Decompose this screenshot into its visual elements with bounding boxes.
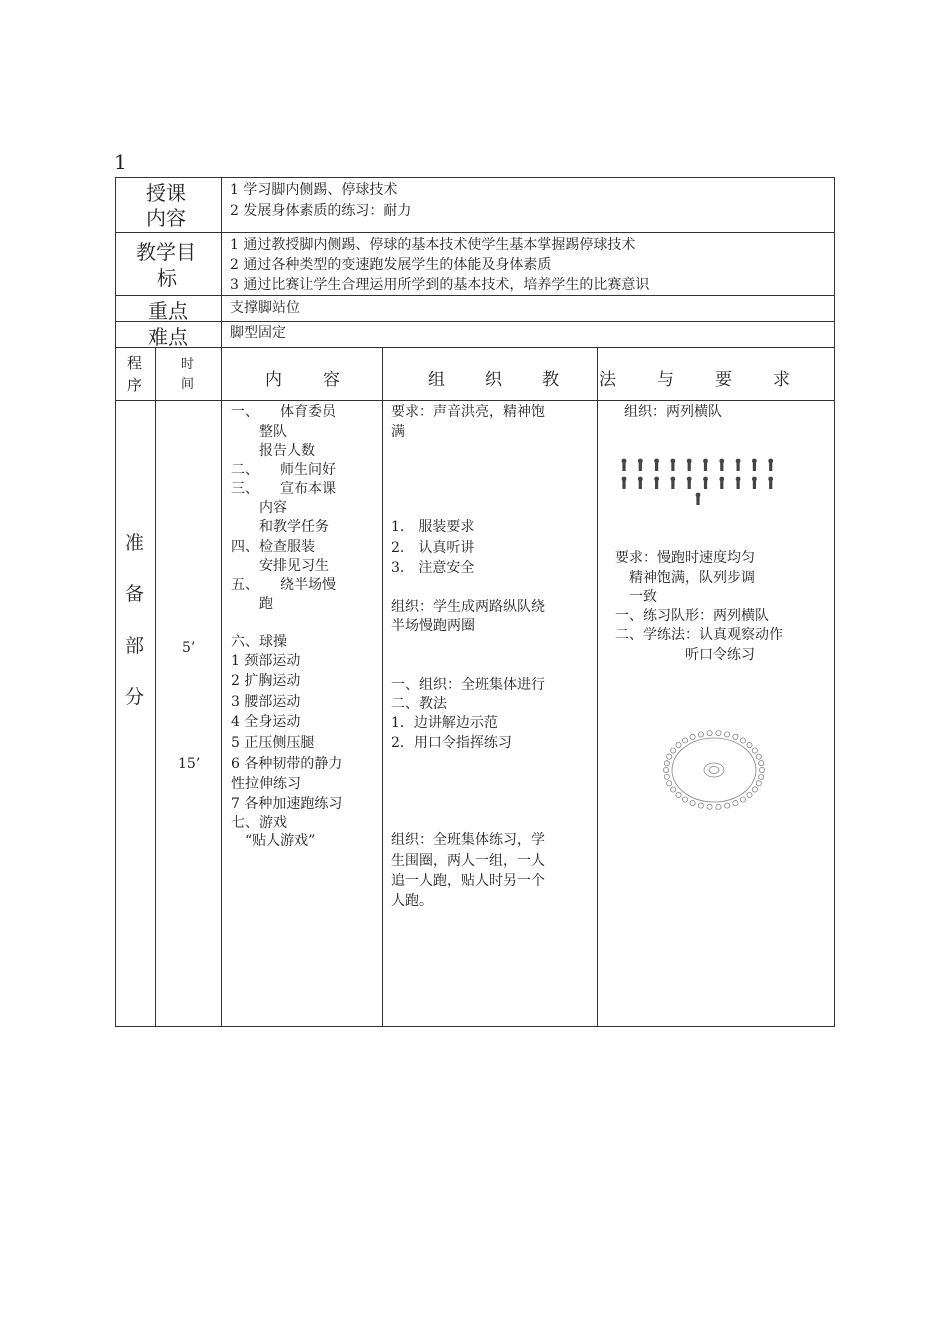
table-border-right xyxy=(834,177,835,1027)
method-line: 人跑。 xyxy=(391,893,433,909)
student-mark xyxy=(690,734,695,739)
content-line: 和教学任务 xyxy=(231,519,329,535)
header-method-char: 教 xyxy=(542,370,559,390)
key-point-label: 重点 xyxy=(148,299,188,323)
student-mark xyxy=(747,742,752,747)
row-divider xyxy=(115,400,835,401)
objectives-label-1: 教学目 xyxy=(136,240,196,264)
method-line: 要求：声音洪亮，精神饱 xyxy=(391,404,545,420)
student-mark xyxy=(698,732,703,737)
person-head xyxy=(752,477,757,482)
student-mark xyxy=(759,761,764,766)
student-mark xyxy=(752,748,757,753)
row-divider xyxy=(115,347,835,348)
student-mark xyxy=(740,797,745,802)
student-mark xyxy=(733,734,738,739)
course-content-label-1: 授课 xyxy=(146,181,186,205)
person-body xyxy=(671,463,674,471)
course-content-line: 1 学习脚内侧踢、停球技术 xyxy=(230,182,398,198)
column-divider xyxy=(155,347,156,1027)
org-line: 二、学练法：认真观察动作 xyxy=(615,627,783,643)
person-head xyxy=(768,477,773,482)
content-line: 3 腰部运动 xyxy=(231,694,301,710)
person-head xyxy=(671,459,676,464)
circle-formation-icon xyxy=(660,727,770,811)
student-mark xyxy=(756,781,761,786)
objectives-label-2: 标 xyxy=(157,266,177,290)
student-mark xyxy=(667,754,672,759)
content-line: 内容 xyxy=(231,500,287,516)
student-mark xyxy=(716,804,721,809)
student-mark xyxy=(759,767,764,772)
method-line: 1. 服装要求 xyxy=(391,519,475,535)
row-divider xyxy=(115,295,835,296)
student-mark xyxy=(671,748,676,753)
time-value: 15’ xyxy=(178,756,201,772)
objectives-line: 2 通过各种类型的变速跑发展学生的体能及身体素质 xyxy=(230,257,552,273)
method-line: 2．用口令指挥练习 xyxy=(391,735,512,751)
section-name-char: 备 xyxy=(125,583,145,605)
person-head xyxy=(752,459,757,464)
person-body xyxy=(671,481,674,489)
content-line: 七、游戏 xyxy=(231,815,287,831)
content-line: 二、 师生问好 xyxy=(231,462,336,478)
person-head xyxy=(736,477,741,482)
content-line: 6 各种韧带的静力 xyxy=(231,756,343,772)
person-body xyxy=(655,463,658,471)
header-content-char: 容 xyxy=(323,370,340,390)
person-body xyxy=(655,481,658,489)
content-line: 五、 绕半场慢 xyxy=(231,577,336,593)
student-mark xyxy=(707,731,712,736)
header-method-char: 法 xyxy=(599,370,616,390)
person-head xyxy=(654,459,659,464)
difficulty-value: 脚型固定 xyxy=(230,325,286,341)
header-time-2: 间 xyxy=(181,377,195,392)
row-divider xyxy=(115,232,835,233)
header-content-char: 内 xyxy=(265,370,282,390)
org-line: 一、练习队形：两列横队 xyxy=(615,608,769,624)
table-border-bottom xyxy=(115,1026,835,1027)
person-body xyxy=(622,463,625,471)
method-line: 组织：全班集体练习，学 xyxy=(391,832,545,848)
student-mark xyxy=(676,792,681,797)
person-body xyxy=(622,481,625,489)
header-procedure-2: 序 xyxy=(127,376,143,394)
content-line: 4 全身运动 xyxy=(231,714,301,730)
person-body xyxy=(769,463,772,471)
content-line: 安排见习生 xyxy=(231,558,329,574)
org-line: 组织：两列横队 xyxy=(624,404,722,420)
student-mark xyxy=(756,754,761,759)
person-head xyxy=(703,459,708,464)
header-method-char: 与 xyxy=(657,370,674,390)
course-content-line: 2 发展身体素质的练习：耐力 xyxy=(230,203,412,219)
section-name-char: 准 xyxy=(125,532,145,554)
objectives-line: 3 通过比赛让学生合理运用所学到的基本技术，培养学生的比赛意识 xyxy=(230,277,650,293)
student-mark xyxy=(725,803,730,808)
person-head xyxy=(622,459,627,464)
method-line: 一、组织：全班集体进行 xyxy=(391,677,545,693)
objectives-line: 1 通过教授脚内侧踢、停球的基本技术使学生基本掌握踢停球技术 xyxy=(230,237,636,253)
column-divider xyxy=(382,347,383,1027)
content-line: 1 颈部运动 xyxy=(231,653,301,669)
person-body xyxy=(753,463,756,471)
section-name-char: 部 xyxy=(125,635,145,657)
person-body xyxy=(769,481,772,489)
student-mark xyxy=(698,803,703,808)
person-body xyxy=(737,463,740,471)
student-mark xyxy=(707,804,712,809)
person-head xyxy=(703,477,708,482)
person-body xyxy=(639,481,642,489)
person-head xyxy=(687,459,692,464)
org-line: 一致 xyxy=(615,589,657,605)
person-head xyxy=(768,459,773,464)
content-line: 5 正压侧压腿 xyxy=(231,735,315,751)
student-mark xyxy=(663,767,668,772)
student-mark xyxy=(725,732,730,737)
person-body xyxy=(704,463,707,471)
org-line: 听口令练习 xyxy=(615,647,755,663)
student-mark xyxy=(716,731,721,736)
header-method-char: 要 xyxy=(715,370,732,390)
time-value: 5’ xyxy=(182,640,196,656)
person-body xyxy=(639,463,642,471)
table-border-top xyxy=(115,177,835,178)
header-method-char: 织 xyxy=(485,370,502,390)
method-line: 追一人跑，贴人时另一个 xyxy=(391,873,545,889)
person-head xyxy=(719,477,724,482)
content-line: 报告人数 xyxy=(231,443,315,459)
content-line: 三、 宣布本课 xyxy=(231,481,336,497)
person-head xyxy=(719,459,724,464)
student-mark xyxy=(664,774,669,779)
person-head xyxy=(696,493,701,498)
method-line: 2. 认真听讲 xyxy=(391,540,475,556)
person-head xyxy=(638,477,643,482)
person-body xyxy=(696,497,699,505)
person-body xyxy=(720,463,723,471)
row-divider xyxy=(115,321,835,322)
student-mark xyxy=(733,801,738,806)
student-mark xyxy=(664,761,669,766)
student-mark xyxy=(671,787,676,792)
two-rows-formation-icon xyxy=(615,455,785,511)
content-line: 一、 体育委员 xyxy=(231,404,336,420)
method-line: 生围圈，两人一组，一人 xyxy=(391,853,545,869)
person-body xyxy=(704,481,707,489)
section-name-char: 分 xyxy=(125,686,145,708)
table-border-left xyxy=(115,177,116,1027)
difficulty-label: 难点 xyxy=(148,325,188,349)
student-mark xyxy=(667,781,672,786)
method-line: 满 xyxy=(391,424,405,440)
content-line: 整队 xyxy=(231,424,287,440)
person-head xyxy=(622,477,627,482)
person-body xyxy=(753,481,756,489)
key-point-value: 支撑脚站位 xyxy=(230,300,300,316)
column-divider xyxy=(597,347,598,1027)
method-line: 半场慢跑两圈 xyxy=(391,618,475,634)
content-line: 性拉伸练习 xyxy=(231,776,301,792)
content-line: 六、球操 xyxy=(231,634,287,650)
method-line: 二、教法 xyxy=(391,696,447,712)
method-line: 3. 注意安全 xyxy=(391,560,475,576)
header-procedure-1: 程 xyxy=(127,354,143,372)
person-head xyxy=(687,477,692,482)
student-mark xyxy=(676,742,681,747)
method-line: 组织：学生成两路纵队绕 xyxy=(391,599,545,615)
person-head xyxy=(654,477,659,482)
student-mark xyxy=(752,787,757,792)
student-mark xyxy=(690,801,695,806)
org-line: 要求：慢跑时速度均匀 xyxy=(615,550,755,566)
person-body xyxy=(688,463,691,471)
column-divider xyxy=(221,177,222,1027)
person-head xyxy=(736,459,741,464)
student-mark xyxy=(747,792,752,797)
content-line: 四、检查服装 xyxy=(231,539,315,555)
header-method-char: 求 xyxy=(773,370,790,390)
person-body xyxy=(737,481,740,489)
person-head xyxy=(638,459,643,464)
content-line: “贴人游戏” xyxy=(231,833,316,849)
course-content-label-2: 内容 xyxy=(146,206,186,230)
org-line: 精神饱满，队列步调 xyxy=(615,570,755,586)
content-line: 2 扩胸运动 xyxy=(231,673,301,689)
content-line: 跑 xyxy=(231,596,273,612)
page-number: 1 xyxy=(114,150,127,174)
person-body xyxy=(688,481,691,489)
student-mark xyxy=(759,774,764,779)
student-mark xyxy=(682,797,687,802)
person-body xyxy=(720,481,723,489)
student-mark xyxy=(682,738,687,743)
method-line: 1．边讲解边示范 xyxy=(391,715,498,731)
header-method-char: 组 xyxy=(428,370,445,390)
header-time-1: 时 xyxy=(181,357,195,372)
person-head xyxy=(671,477,676,482)
content-line: 7 各种加速跑练习 xyxy=(231,796,343,812)
student-mark xyxy=(740,738,745,743)
